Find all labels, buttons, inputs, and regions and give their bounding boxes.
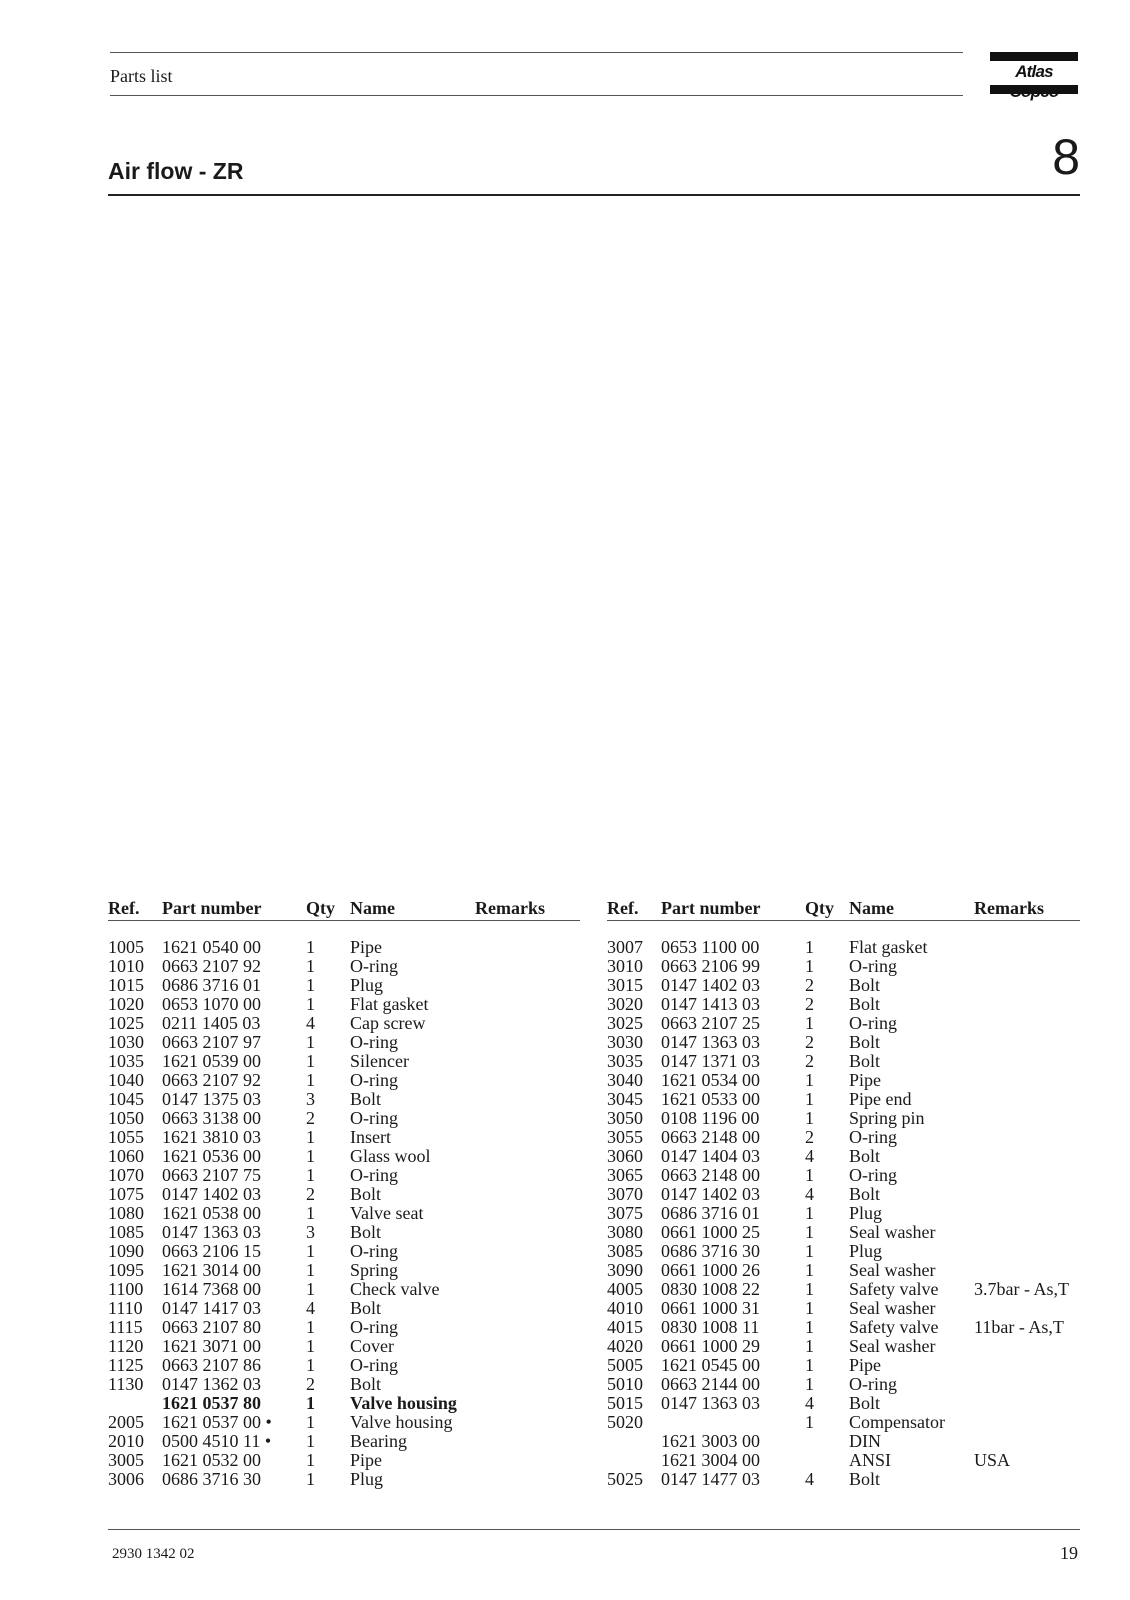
name-cell: Bolt bbox=[849, 1032, 881, 1052]
logo-bar-top bbox=[990, 52, 1078, 61]
part-number-cell: 0686 3716 01 bbox=[661, 1203, 760, 1223]
name-cell: Glass wool bbox=[350, 1146, 431, 1166]
col-header-name: Name bbox=[350, 898, 395, 918]
part-number-cell: 0663 2106 15 bbox=[162, 1241, 261, 1261]
part-number-cell: 0147 1417 03 bbox=[162, 1298, 261, 1318]
ref-cell: 3050 bbox=[607, 1108, 643, 1128]
ref-cell: 1080 bbox=[108, 1203, 144, 1223]
part-number-cell: 0147 1477 03 bbox=[661, 1469, 760, 1489]
part-number-cell: 1621 3004 00 bbox=[661, 1450, 760, 1470]
qty-cell: 1 bbox=[805, 1241, 814, 1261]
name-cell: Seal washer bbox=[849, 1298, 936, 1318]
part-number-cell: 0830 1008 11 bbox=[661, 1317, 760, 1337]
remarks-cell: 3.7bar - As,T bbox=[974, 1279, 1069, 1299]
part-number-cell: 0661 1000 25 bbox=[661, 1222, 760, 1242]
qty-cell: 2 bbox=[805, 994, 814, 1014]
ref-cell: 1130 bbox=[108, 1374, 144, 1394]
ref-cell: 1110 bbox=[108, 1298, 143, 1318]
atlas-copco-logo bbox=[990, 52, 1078, 94]
ref-cell: 2005 bbox=[108, 1412, 144, 1432]
col-header-ref: Ref. bbox=[607, 898, 639, 918]
ref-cell: 5010 bbox=[607, 1374, 643, 1394]
page-number: 19 bbox=[1060, 1543, 1078, 1563]
qty-cell: 2 bbox=[306, 1108, 315, 1128]
ref-cell: 3060 bbox=[607, 1146, 643, 1166]
name-cell: O-ring bbox=[350, 956, 398, 976]
ref-cell: 1085 bbox=[108, 1222, 144, 1242]
ref-cell: 1045 bbox=[108, 1089, 144, 1109]
qty-cell: 1 bbox=[306, 1032, 315, 1052]
qty-cell: 1 bbox=[306, 1393, 315, 1413]
qty-cell: 1 bbox=[306, 1051, 315, 1071]
ref-cell: 1020 bbox=[108, 994, 144, 1014]
part-number-cell: 0147 1402 03 bbox=[162, 1184, 261, 1204]
ref-cell: 1040 bbox=[108, 1070, 144, 1090]
part-number-cell: 1621 3071 00 bbox=[162, 1336, 261, 1356]
part-number-cell: 0211 1405 03 bbox=[162, 1013, 261, 1033]
qty-cell: 4 bbox=[306, 1298, 315, 1318]
ref-cell: 1015 bbox=[108, 975, 144, 995]
ref-cell: 3030 bbox=[607, 1032, 643, 1052]
part-number-cell: 1621 0539 00 bbox=[162, 1051, 261, 1071]
qty-cell: 1 bbox=[805, 1089, 814, 1109]
col-header-ref: Ref. bbox=[108, 898, 140, 918]
ref-cell: 2010 bbox=[108, 1431, 144, 1451]
ref-cell: 1050 bbox=[108, 1108, 144, 1128]
name-cell: Bolt bbox=[849, 1051, 881, 1071]
col-header-name: Name bbox=[849, 898, 894, 918]
qty-cell: 3 bbox=[306, 1089, 315, 1109]
table-header-rule bbox=[607, 920, 1080, 921]
part-number-cell: 0147 1402 03 bbox=[661, 975, 760, 995]
qty-cell: 1 bbox=[805, 1108, 814, 1128]
qty-cell: 1 bbox=[306, 1127, 315, 1147]
part-number-cell: 0147 1363 03 bbox=[162, 1222, 261, 1242]
qty-cell: 1 bbox=[805, 1412, 814, 1432]
part-number-cell: 0686 3716 30 bbox=[661, 1241, 760, 1261]
qty-cell: 1 bbox=[805, 937, 814, 957]
ref-cell: 3080 bbox=[607, 1222, 643, 1242]
qty-cell: 2 bbox=[306, 1184, 315, 1204]
name-cell: Pipe end bbox=[849, 1089, 912, 1109]
qty-cell: 1 bbox=[306, 1450, 315, 1470]
qty-cell: 1 bbox=[306, 1260, 315, 1280]
part-number-cell: 1621 0537 80 bbox=[162, 1393, 261, 1413]
logo-wordmark: Atlas bbox=[1015, 62, 1053, 81]
name-cell: Safety valve bbox=[849, 1317, 939, 1337]
name-cell: Bolt bbox=[350, 1222, 382, 1242]
part-number-cell: 1621 0545 00 bbox=[661, 1355, 760, 1375]
ref-cell: 1025 bbox=[108, 1013, 144, 1033]
qty-cell: 1 bbox=[805, 1374, 814, 1394]
name-cell: O-ring bbox=[849, 1374, 897, 1394]
part-number-cell: 0663 2107 97 bbox=[162, 1032, 261, 1052]
ref-cell: 3015 bbox=[607, 975, 643, 995]
ref-cell: 3090 bbox=[607, 1260, 643, 1280]
qty-cell: 1 bbox=[805, 1336, 814, 1356]
ref-cell: 5020 bbox=[607, 1412, 643, 1432]
ref-cell: 4020 bbox=[607, 1336, 643, 1356]
ref-cell: 1075 bbox=[108, 1184, 144, 1204]
name-cell: O-ring bbox=[849, 1165, 897, 1185]
part-number-cell: 0147 1371 03 bbox=[661, 1051, 760, 1071]
name-cell: Bolt bbox=[849, 1393, 881, 1413]
qty-cell: 1 bbox=[306, 1412, 315, 1432]
name-cell: Safety valve bbox=[849, 1279, 939, 1299]
qty-cell: 1 bbox=[805, 1165, 814, 1185]
logo-bar-bottom bbox=[990, 85, 1078, 94]
qty-cell: 1 bbox=[306, 1203, 315, 1223]
name-cell: O-ring bbox=[350, 1165, 398, 1185]
part-number-cell: 0108 1196 00 bbox=[661, 1108, 760, 1128]
qty-cell: 1 bbox=[805, 1203, 814, 1223]
header-bottom-rule bbox=[110, 95, 963, 96]
col-header-remarks: Remarks bbox=[974, 898, 1044, 918]
name-cell: O-ring bbox=[849, 1013, 897, 1033]
qty-cell: 1 bbox=[805, 1298, 814, 1318]
qty-cell: 1 bbox=[306, 1431, 315, 1451]
ref-cell: 3020 bbox=[607, 994, 643, 1014]
ref-cell: 3025 bbox=[607, 1013, 643, 1033]
name-cell: Pipe bbox=[350, 937, 383, 957]
header-top-rule bbox=[110, 52, 963, 53]
part-number-cell: 0653 1100 00 bbox=[661, 937, 760, 957]
ref-cell: 3010 bbox=[607, 956, 643, 976]
ref-cell: 1120 bbox=[108, 1336, 144, 1356]
ref-cell: 3075 bbox=[607, 1203, 643, 1223]
qty-cell: 1 bbox=[805, 1260, 814, 1280]
part-number-cell: 1621 0540 00 bbox=[162, 937, 261, 957]
name-cell: Bolt bbox=[849, 1469, 881, 1489]
name-cell: Seal washer bbox=[849, 1260, 936, 1280]
name-cell: Bolt bbox=[849, 975, 881, 995]
part-number-cell: 0830 1008 22 bbox=[661, 1279, 760, 1299]
part-number-cell: 0663 2107 86 bbox=[162, 1355, 261, 1375]
ref-cell: 3055 bbox=[607, 1127, 643, 1147]
part-number-cell: 0663 2144 00 bbox=[661, 1374, 760, 1394]
part-number-cell: 1621 3810 03 bbox=[162, 1127, 261, 1147]
qty-cell: 1 bbox=[805, 1317, 814, 1337]
name-cell: Pipe bbox=[849, 1070, 882, 1090]
name-cell: Bolt bbox=[350, 1184, 382, 1204]
remarks-cell: USA bbox=[974, 1450, 1011, 1470]
part-number-cell: 0147 1362 03 bbox=[162, 1374, 261, 1394]
ref-cell: 5015 bbox=[607, 1393, 643, 1413]
name-cell: Bolt bbox=[849, 1184, 881, 1204]
ref-cell: 3085 bbox=[607, 1241, 643, 1261]
section-title: Air flow - ZR bbox=[108, 158, 244, 184]
name-cell: Spring pin bbox=[849, 1108, 925, 1128]
name-cell: Compensator bbox=[849, 1412, 945, 1432]
name-cell: O-ring bbox=[350, 1070, 398, 1090]
qty-cell: 1 bbox=[306, 975, 315, 995]
part-number-cell: 1614 7368 00 bbox=[162, 1279, 261, 1299]
ref-cell: 3035 bbox=[607, 1051, 643, 1071]
col-header-part-number: Part number bbox=[162, 898, 262, 918]
part-number-cell: 1621 0538 00 bbox=[162, 1203, 261, 1223]
col-header-remarks: Remarks bbox=[475, 898, 545, 918]
qty-cell: 2 bbox=[805, 975, 814, 995]
name-cell: Bearing bbox=[350, 1431, 407, 1451]
part-number-cell: 0663 2148 00 bbox=[661, 1127, 760, 1147]
section-number: 8 bbox=[1052, 129, 1080, 185]
ref-cell: 1115 bbox=[108, 1317, 143, 1337]
part-number-cell: 0147 1363 03 bbox=[661, 1032, 760, 1052]
part-number-cell: 0663 3138 00 bbox=[162, 1108, 261, 1128]
name-cell: DIN bbox=[849, 1431, 881, 1451]
part-number-cell: 0147 1363 03 bbox=[661, 1393, 760, 1413]
name-cell: Cap screw bbox=[350, 1013, 426, 1033]
qty-cell: 4 bbox=[306, 1013, 315, 1033]
ref-cell: 1125 bbox=[108, 1355, 144, 1375]
part-number-cell: 0663 2107 75 bbox=[162, 1165, 261, 1185]
part-number-cell: 0500 4510 11 • bbox=[162, 1431, 272, 1451]
name-cell: Valve housing bbox=[350, 1393, 457, 1413]
ref-cell: 3007 bbox=[607, 937, 643, 957]
qty-cell: 2 bbox=[805, 1051, 814, 1071]
part-number-cell: 1621 0532 00 bbox=[162, 1450, 261, 1470]
ref-cell: 1010 bbox=[108, 956, 144, 976]
name-cell: O-ring bbox=[350, 1317, 398, 1337]
part-number-cell: 0661 1000 29 bbox=[661, 1336, 760, 1356]
ref-cell: 3065 bbox=[607, 1165, 643, 1185]
ref-cell: 4010 bbox=[607, 1298, 643, 1318]
part-number-cell: 0661 1000 31 bbox=[661, 1298, 760, 1318]
name-cell: O-ring bbox=[849, 1127, 897, 1147]
name-cell: Plug bbox=[350, 1469, 384, 1489]
ref-cell: 1090 bbox=[108, 1241, 144, 1261]
qty-cell: 1 bbox=[306, 1317, 315, 1337]
name-cell: Bolt bbox=[350, 1298, 382, 1318]
name-cell: Seal washer bbox=[849, 1222, 936, 1242]
qty-cell: 1 bbox=[306, 1146, 315, 1166]
part-number-cell: 0686 3716 01 bbox=[162, 975, 261, 995]
name-cell: Plug bbox=[849, 1203, 883, 1223]
ref-cell: 3005 bbox=[108, 1450, 144, 1470]
name-cell: O-ring bbox=[350, 1108, 398, 1128]
name-cell: O-ring bbox=[350, 1032, 398, 1052]
part-number-cell: 1621 0533 00 bbox=[661, 1089, 760, 1109]
part-number-cell: 0653 1070 00 bbox=[162, 994, 261, 1014]
ref-cell: 5005 bbox=[607, 1355, 643, 1375]
qty-cell: 2 bbox=[805, 1032, 814, 1052]
name-cell: Cover bbox=[350, 1336, 394, 1356]
name-cell: Bolt bbox=[350, 1374, 382, 1394]
part-number-cell: 0147 1413 03 bbox=[661, 994, 760, 1014]
name-cell: O-ring bbox=[350, 1355, 398, 1375]
qty-cell: 1 bbox=[306, 1336, 315, 1356]
name-cell: Pipe bbox=[350, 1450, 383, 1470]
document-number: 2930 1342 02 bbox=[112, 1546, 195, 1562]
name-cell: Plug bbox=[849, 1241, 883, 1261]
qty-cell: 1 bbox=[306, 1241, 315, 1261]
name-cell: Plug bbox=[350, 975, 384, 995]
part-number-cell: 0663 2107 80 bbox=[162, 1317, 261, 1337]
qty-cell: 1 bbox=[306, 956, 315, 976]
col-header-qty: Qty bbox=[805, 898, 834, 918]
name-cell: Check valve bbox=[350, 1279, 440, 1299]
qty-cell: 4 bbox=[805, 1184, 814, 1204]
qty-cell: 1 bbox=[306, 1355, 315, 1375]
part-number-cell: 0663 2107 92 bbox=[162, 1070, 261, 1090]
qty-cell: 1 bbox=[805, 1070, 814, 1090]
ref-cell: 3040 bbox=[607, 1070, 643, 1090]
ref-cell: 1070 bbox=[108, 1165, 144, 1185]
ref-cell: 1030 bbox=[108, 1032, 144, 1052]
ref-cell: 4005 bbox=[607, 1279, 643, 1299]
name-cell: Bolt bbox=[849, 1146, 881, 1166]
qty-cell: 1 bbox=[805, 1222, 814, 1242]
part-number-cell: 0147 1404 03 bbox=[661, 1146, 760, 1166]
name-cell: Valve housing bbox=[350, 1412, 453, 1432]
name-cell: Bolt bbox=[849, 994, 881, 1014]
name-cell: Flat gasket bbox=[350, 994, 429, 1014]
qty-cell: 1 bbox=[306, 994, 315, 1014]
name-cell: Pipe bbox=[849, 1355, 882, 1375]
name-cell: O-ring bbox=[350, 1241, 398, 1261]
part-number-cell: 0147 1375 03 bbox=[162, 1089, 261, 1109]
part-number-cell: 0663 2106 99 bbox=[661, 956, 760, 976]
col-header-part-number: Part number bbox=[661, 898, 761, 918]
qty-cell: 1 bbox=[306, 1165, 315, 1185]
part-number-cell: 0663 2107 92 bbox=[162, 956, 261, 976]
ref-cell: 3070 bbox=[607, 1184, 643, 1204]
ref-cell: 3006 bbox=[108, 1469, 144, 1489]
qty-cell: 1 bbox=[306, 1070, 315, 1090]
ref-cell: 1060 bbox=[108, 1146, 144, 1166]
name-cell: Bolt bbox=[350, 1089, 382, 1109]
name-cell: Spring bbox=[350, 1260, 399, 1280]
name-cell: O-ring bbox=[849, 956, 897, 976]
name-cell: Seal washer bbox=[849, 1336, 936, 1356]
ref-cell: 1100 bbox=[108, 1279, 144, 1299]
ref-cell: 1005 bbox=[108, 937, 144, 957]
section-rule bbox=[108, 194, 1080, 196]
part-number-cell: 0686 3716 30 bbox=[162, 1469, 261, 1489]
table-header-rule bbox=[108, 920, 580, 921]
qty-cell: 4 bbox=[805, 1146, 814, 1166]
ref-cell: 3045 bbox=[607, 1089, 643, 1109]
name-cell: Flat gasket bbox=[849, 937, 928, 957]
part-number-cell: 1621 3003 00 bbox=[661, 1431, 760, 1451]
ref-cell: 1035 bbox=[108, 1051, 144, 1071]
col-header-qty: Qty bbox=[306, 898, 335, 918]
ref-cell: 1055 bbox=[108, 1127, 144, 1147]
ref-cell: 5025 bbox=[607, 1469, 643, 1489]
name-cell: ANSI bbox=[849, 1450, 892, 1470]
qty-cell: 2 bbox=[306, 1374, 315, 1394]
part-number-cell: 1621 0536 00 bbox=[162, 1146, 261, 1166]
footer-rule bbox=[108, 1529, 1080, 1530]
remarks-cell: 11bar - As,T bbox=[974, 1317, 1064, 1337]
qty-cell: 1 bbox=[306, 1469, 315, 1489]
qty-cell: 1 bbox=[306, 1279, 315, 1299]
qty-cell: 4 bbox=[805, 1393, 814, 1413]
qty-cell: 1 bbox=[805, 956, 814, 976]
part-number-cell: 0663 2107 25 bbox=[661, 1013, 760, 1033]
qty-cell: 1 bbox=[805, 1279, 814, 1299]
part-number-cell: 1621 0537 00 • bbox=[162, 1412, 272, 1432]
qty-cell: 2 bbox=[805, 1127, 814, 1147]
ref-cell: 1095 bbox=[108, 1260, 144, 1280]
part-number-cell: 1621 3014 00 bbox=[162, 1260, 261, 1280]
name-cell: Silencer bbox=[350, 1051, 409, 1071]
qty-cell: 1 bbox=[306, 937, 315, 957]
qty-cell: 4 bbox=[805, 1469, 814, 1489]
ref-cell: 4015 bbox=[607, 1317, 643, 1337]
header-label: Parts list bbox=[110, 66, 173, 86]
name-cell: Insert bbox=[350, 1127, 391, 1147]
part-number-cell: 1621 0534 00 bbox=[661, 1070, 760, 1090]
qty-cell: 3 bbox=[306, 1222, 315, 1242]
part-number-cell: 0663 2148 00 bbox=[661, 1165, 760, 1185]
qty-cell: 1 bbox=[805, 1355, 814, 1375]
part-number-cell: 0661 1000 26 bbox=[661, 1260, 760, 1280]
name-cell: Valve seat bbox=[350, 1203, 424, 1223]
part-number-cell: 0147 1402 03 bbox=[661, 1184, 760, 1204]
qty-cell: 1 bbox=[805, 1013, 814, 1033]
